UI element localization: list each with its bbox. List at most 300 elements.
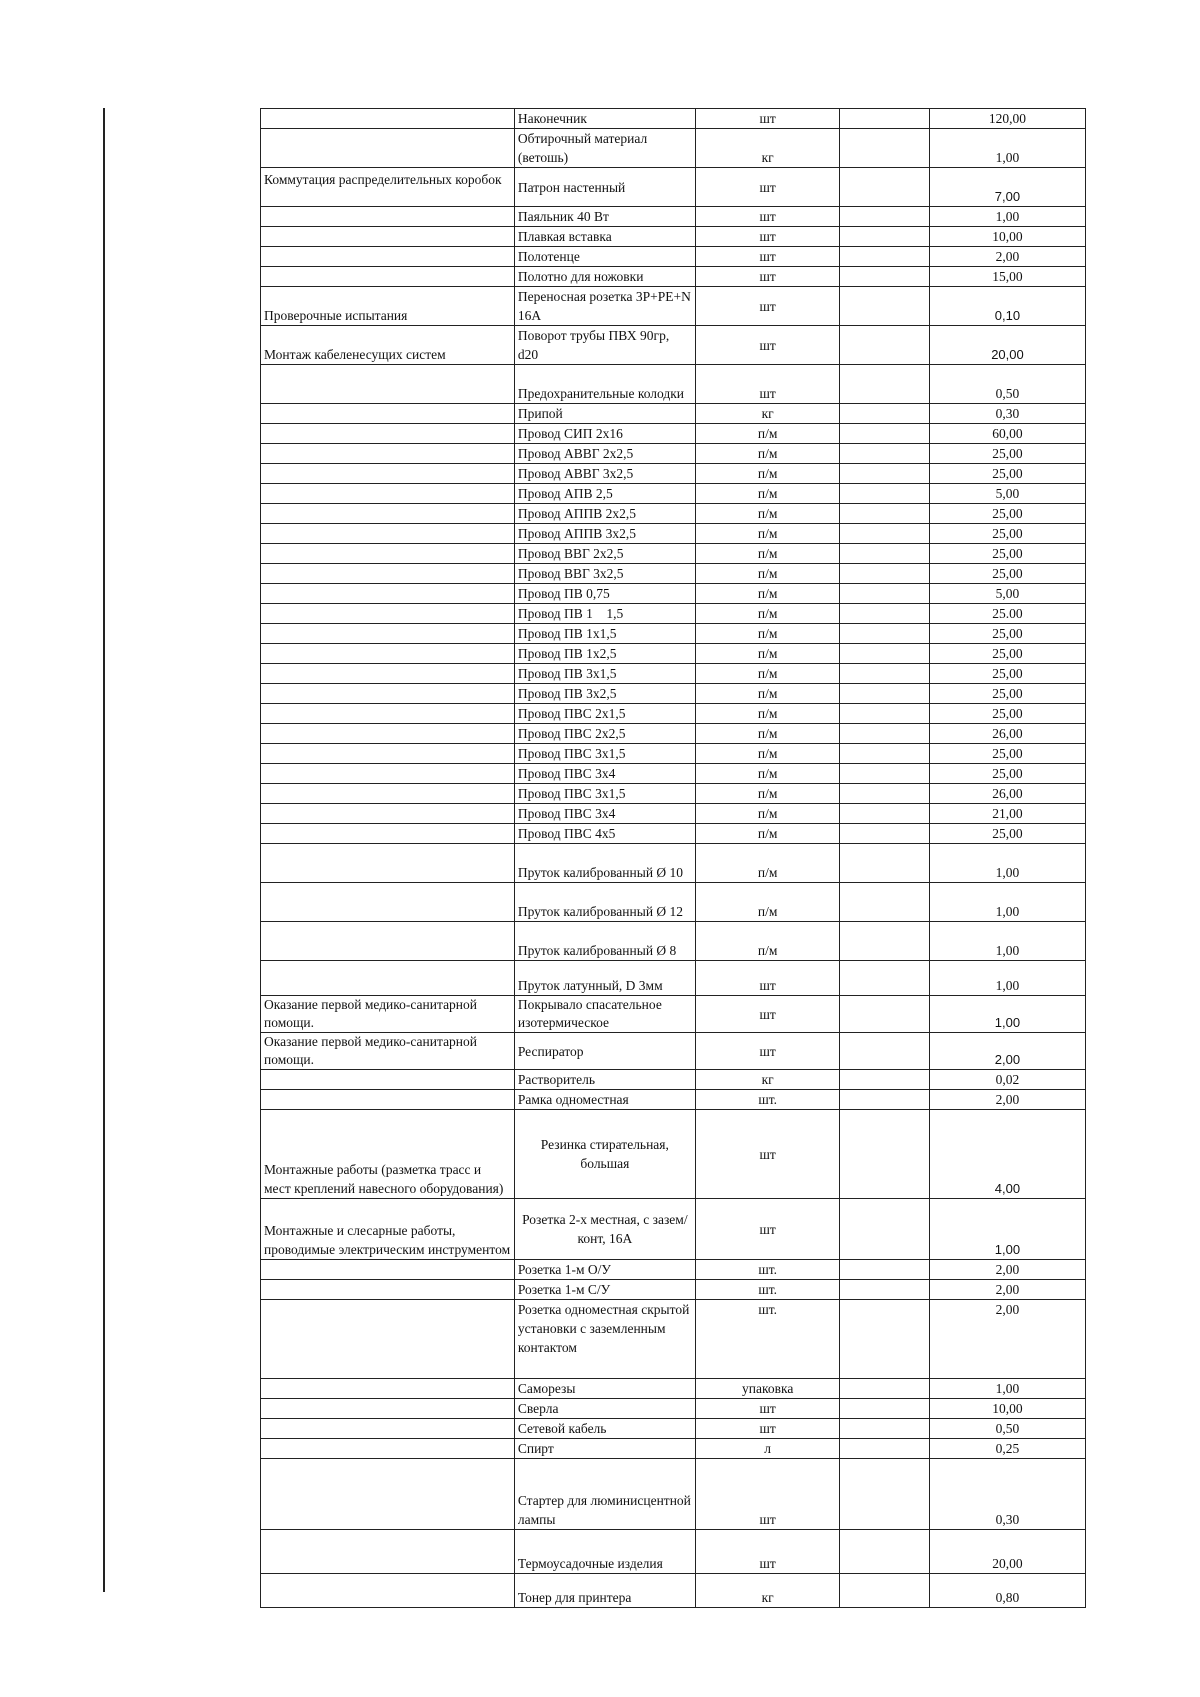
quantity-cell: 25,00 — [929, 764, 1085, 784]
page-margin-rule — [103, 108, 105, 1592]
table-row — [261, 564, 1086, 584]
table-row — [261, 584, 1086, 604]
table-row — [261, 504, 1086, 524]
quantity-cell: 25,00 — [929, 564, 1085, 584]
material-name-cell: Плавкая вставка — [514, 227, 695, 247]
material-name-cell: Провод ВВГ 3х2,5 — [514, 564, 695, 584]
material-name-cell: Полотно для ножовки — [514, 267, 695, 287]
quantity-cell: 10,00 — [929, 227, 1085, 247]
table-row — [261, 883, 1086, 922]
work-type-cell — [261, 1300, 515, 1379]
table-row — [261, 1070, 1086, 1090]
empty-cell — [840, 504, 929, 524]
table-row — [261, 1260, 1086, 1280]
empty-cell — [840, 424, 929, 444]
work-type-cell — [261, 604, 515, 624]
table-row — [261, 464, 1086, 484]
material-name-cell: Предохранительные колодки — [514, 365, 695, 404]
unit-cell: п/м — [695, 922, 840, 961]
empty-cell — [840, 1070, 929, 1090]
material-name-cell: Патрон настенный — [514, 168, 695, 207]
empty-cell — [840, 524, 929, 544]
table-row — [261, 664, 1086, 684]
quantity-cell: 2,00 — [929, 247, 1085, 267]
material-name-cell: Полотенце — [514, 247, 695, 267]
quantity-cell: 5,00 — [929, 484, 1085, 504]
quantity-cell: 0,50 — [929, 365, 1085, 404]
material-name-cell: Провод ПВС 2х2,5 — [514, 724, 695, 744]
quantity-cell: 2,00 — [929, 1280, 1085, 1300]
empty-cell — [840, 784, 929, 804]
table-row — [261, 804, 1086, 824]
table-row — [261, 129, 1086, 168]
unit-cell: шт — [695, 247, 840, 267]
table-row — [261, 287, 1086, 326]
work-type-cell — [261, 564, 515, 584]
empty-cell — [840, 1399, 929, 1419]
work-type-cell — [261, 584, 515, 604]
material-name-cell: Провод ПВС 3х4 — [514, 804, 695, 824]
work-type-cell — [261, 109, 515, 129]
work-type-cell — [261, 644, 515, 664]
material-name-cell: Розетка 2-х местная, с зазем/конт, 16А — [514, 1199, 695, 1260]
work-type-cell — [261, 844, 515, 883]
quantity-cell: 1,00 — [929, 129, 1085, 168]
table-row — [261, 1033, 1086, 1070]
table-row — [261, 824, 1086, 844]
unit-cell: шт. — [695, 1260, 840, 1280]
table-row — [261, 764, 1086, 784]
material-name-cell: Провод ПВС 3х4 — [514, 764, 695, 784]
table-row — [261, 424, 1086, 444]
empty-cell — [840, 996, 929, 1033]
work-type-cell — [261, 684, 515, 704]
unit-cell: шт — [695, 168, 840, 207]
work-type-cell — [261, 404, 515, 424]
work-type-cell — [261, 1090, 515, 1110]
work-type-cell — [261, 504, 515, 524]
material-name-cell: Провод ПВС 3х1,5 — [514, 784, 695, 804]
table-row — [261, 267, 1086, 287]
work-type-cell — [261, 1439, 515, 1459]
work-type-cell — [261, 624, 515, 644]
quantity-cell: 0,50 — [929, 1419, 1085, 1439]
quantity-cell: 25,00 — [929, 824, 1085, 844]
quantity-cell: 0,80 — [929, 1574, 1085, 1608]
empty-cell — [840, 444, 929, 464]
table-row — [261, 326, 1086, 365]
empty-cell — [840, 326, 929, 365]
quantity-cell: 25,00 — [929, 644, 1085, 664]
quantity-cell: 26,00 — [929, 784, 1085, 804]
work-type-cell: Оказание первой медико-санитарной помощи. — [261, 996, 515, 1033]
material-name-cell: Пруток калиброванный Ø 12 — [514, 883, 695, 922]
unit-cell: п/м — [695, 464, 840, 484]
quantity-cell: 25.00 — [929, 604, 1085, 624]
table-row — [261, 524, 1086, 544]
table-row — [261, 704, 1086, 724]
table-row — [261, 744, 1086, 764]
quantity-cell: 25,00 — [929, 684, 1085, 704]
unit-cell: шт — [695, 1419, 840, 1439]
table-row — [261, 1110, 1086, 1199]
unit-cell: п/м — [695, 664, 840, 684]
work-type-cell — [261, 524, 515, 544]
quantity-cell: 120,00 — [929, 109, 1085, 129]
quantity-cell: 0,30 — [929, 404, 1085, 424]
material-name-cell: Растворитель — [514, 1070, 695, 1090]
material-name-cell: Провод СИП 2х16 — [514, 424, 695, 444]
material-name-cell: Резинка стирательная, большая — [514, 1110, 695, 1199]
unit-cell: п/м — [695, 844, 840, 883]
material-name-cell: Саморезы — [514, 1379, 695, 1399]
materials-table — [260, 108, 1086, 1608]
empty-cell — [840, 1530, 929, 1574]
quantity-cell: 25,00 — [929, 544, 1085, 564]
work-type-cell — [261, 724, 515, 744]
material-name-cell: Покрывало спасательное изотермическое — [514, 996, 695, 1033]
empty-cell — [840, 684, 929, 704]
unit-cell: кг — [695, 1070, 840, 1090]
empty-cell — [840, 287, 929, 326]
quantity-cell: 5,00 — [929, 584, 1085, 604]
table-row — [261, 544, 1086, 564]
quantity-cell: 25,00 — [929, 524, 1085, 544]
table-row — [261, 624, 1086, 644]
work-type-cell — [261, 1459, 515, 1530]
material-name-cell: Переносная розетка 3Р+PE+N 16А — [514, 287, 695, 326]
unit-cell: шт — [695, 207, 840, 227]
material-name-cell: Провод ПВ 0,75 — [514, 584, 695, 604]
material-name-cell: Рамка одноместная — [514, 1090, 695, 1110]
work-type-cell — [261, 1530, 515, 1574]
unit-cell: шт — [695, 287, 840, 326]
table-row — [261, 604, 1086, 624]
table-row — [261, 1379, 1086, 1399]
quantity-cell: 0,30 — [929, 1459, 1085, 1530]
empty-cell — [840, 1280, 929, 1300]
empty-cell — [840, 883, 929, 922]
quantity-cell: 10,00 — [929, 1399, 1085, 1419]
unit-cell: п/м — [695, 504, 840, 524]
material-name-cell: Провод ПВ 1х1,5 — [514, 624, 695, 644]
empty-cell — [840, 1459, 929, 1530]
work-type-cell — [261, 883, 515, 922]
empty-cell — [840, 207, 929, 227]
unit-cell: п/м — [695, 644, 840, 664]
material-name-cell: Провод АПВ 2,5 — [514, 484, 695, 504]
empty-cell — [840, 1300, 929, 1379]
quantity-cell: 1,00 — [929, 207, 1085, 227]
table-row — [261, 1399, 1086, 1419]
unit-cell: шт — [695, 365, 840, 404]
table-row — [261, 961, 1086, 996]
material-name-cell: Сетевой кабель — [514, 1419, 695, 1439]
unit-cell: п/м — [695, 764, 840, 784]
work-type-cell — [261, 267, 515, 287]
quantity-cell: 1,00 — [929, 922, 1085, 961]
table-row — [261, 484, 1086, 504]
quantity-cell: 26,00 — [929, 724, 1085, 744]
work-type-cell — [261, 664, 515, 684]
unit-cell: п/м — [695, 883, 840, 922]
material-name-cell: Провод ПВ 3х2,5 — [514, 684, 695, 704]
material-name-cell: Провод ПВ 3х1,5 — [514, 664, 695, 684]
material-name-cell: Провод АППВ 2х2,5 — [514, 504, 695, 524]
table-row — [261, 1280, 1086, 1300]
quantity-cell: 25,00 — [929, 464, 1085, 484]
work-type-cell — [261, 764, 515, 784]
unit-cell: п/м — [695, 604, 840, 624]
unit-cell: шт. — [695, 1280, 840, 1300]
material-name-cell: Провод ПВС 4х5 — [514, 824, 695, 844]
unit-cell: п/м — [695, 484, 840, 504]
empty-cell — [840, 1033, 929, 1070]
quantity-cell: 25,00 — [929, 704, 1085, 724]
material-name-cell: Сверла — [514, 1399, 695, 1419]
table-row — [261, 1530, 1086, 1574]
unit-cell: п/м — [695, 724, 840, 744]
quantity-cell: 0,25 — [929, 1439, 1085, 1459]
empty-cell — [840, 1439, 929, 1459]
work-type-cell — [261, 1280, 515, 1300]
table-row — [261, 784, 1086, 804]
work-type-cell — [261, 207, 515, 227]
work-type-cell — [261, 804, 515, 824]
empty-cell — [840, 584, 929, 604]
empty-cell — [840, 267, 929, 287]
quantity-cell: 7,00 — [929, 168, 1085, 207]
unit-cell: шт — [695, 961, 840, 996]
material-name-cell: Провод ПВ 1 1,5 — [514, 604, 695, 624]
work-type-cell — [261, 129, 515, 168]
empty-cell — [840, 484, 929, 504]
material-name-cell: Спирт — [514, 1439, 695, 1459]
unit-cell: шт — [695, 326, 840, 365]
unit-cell: п/м — [695, 584, 840, 604]
unit-cell: шт — [695, 1459, 840, 1530]
quantity-cell: 25,00 — [929, 624, 1085, 644]
empty-cell — [840, 1260, 929, 1280]
table-row — [261, 996, 1086, 1033]
table-row — [261, 1300, 1086, 1379]
work-type-cell — [261, 464, 515, 484]
table-row — [261, 1459, 1086, 1530]
unit-cell: кг — [695, 1574, 840, 1608]
table-row — [261, 404, 1086, 424]
quantity-cell: 1,00 — [929, 961, 1085, 996]
material-name-cell: Провод АВВГ 2х2,5 — [514, 444, 695, 464]
empty-cell — [840, 129, 929, 168]
quantity-cell: 21,00 — [929, 804, 1085, 824]
unit-cell: п/м — [695, 444, 840, 464]
empty-cell — [840, 724, 929, 744]
unit-cell: кг — [695, 404, 840, 424]
work-type-cell — [261, 1379, 515, 1399]
unit-cell: п/м — [695, 704, 840, 724]
work-type-cell — [261, 922, 515, 961]
empty-cell — [840, 764, 929, 784]
table-row — [261, 922, 1086, 961]
material-name-cell: Провод АВВГ 3х2,5 — [514, 464, 695, 484]
material-name-cell: Стартер для люминисцентной лампы — [514, 1459, 695, 1530]
empty-cell — [840, 961, 929, 996]
work-type-cell — [261, 744, 515, 764]
unit-cell: п/м — [695, 744, 840, 764]
material-name-cell: Термоусадочные изделия — [514, 1530, 695, 1574]
quantity-cell: 2,00 — [929, 1090, 1085, 1110]
empty-cell — [840, 404, 929, 424]
work-type-cell — [261, 1070, 515, 1090]
work-type-cell — [261, 1260, 515, 1280]
quantity-cell: 4,00 — [929, 1110, 1085, 1199]
empty-cell — [840, 1199, 929, 1260]
unit-cell: шт — [695, 109, 840, 129]
table-row — [261, 724, 1086, 744]
material-name-cell: Провод ВВГ 2х2,5 — [514, 544, 695, 564]
work-type-cell — [261, 1419, 515, 1439]
quantity-cell: 1,00 — [929, 844, 1085, 883]
table-row — [261, 247, 1086, 267]
unit-cell: п/м — [695, 784, 840, 804]
unit-cell: шт — [695, 996, 840, 1033]
empty-cell — [840, 1090, 929, 1110]
unit-cell: шт — [695, 1033, 840, 1070]
table-row — [261, 1574, 1086, 1608]
quantity-cell: 1,00 — [929, 1379, 1085, 1399]
table-row — [261, 1199, 1086, 1260]
empty-cell — [840, 664, 929, 684]
quantity-cell: 2,00 — [929, 1260, 1085, 1280]
empty-cell — [840, 844, 929, 883]
quantity-cell: 25,00 — [929, 664, 1085, 684]
unit-cell: шт — [695, 1110, 840, 1199]
empty-cell — [840, 744, 929, 764]
material-name-cell: Пруток калиброванный Ø 8 — [514, 922, 695, 961]
material-name-cell: Припой — [514, 404, 695, 424]
quantity-cell: 20,00 — [929, 1530, 1085, 1574]
table-row — [261, 365, 1086, 404]
material-name-cell: Провод ПВС 2х1,5 — [514, 704, 695, 724]
work-type-cell: Проверочные испытания — [261, 287, 515, 326]
empty-cell — [840, 365, 929, 404]
work-type-cell — [261, 704, 515, 724]
quantity-cell: 25,00 — [929, 504, 1085, 524]
unit-cell: шт — [695, 1399, 840, 1419]
material-name-cell: Пруток латунный, D 3мм — [514, 961, 695, 996]
unit-cell: шт — [695, 227, 840, 247]
unit-cell: п/м — [695, 524, 840, 544]
unit-cell: п/м — [695, 564, 840, 584]
empty-cell — [840, 464, 929, 484]
material-name-cell: Провод ПВ 1х2,5 — [514, 644, 695, 664]
work-type-cell — [261, 544, 515, 564]
quantity-cell: 60,00 — [929, 424, 1085, 444]
unit-cell: п/м — [695, 544, 840, 564]
material-name-cell: Поворот трубы ПВХ 90гр, d20 — [514, 326, 695, 365]
empty-cell — [840, 227, 929, 247]
material-name-cell: Тонер для принтера — [514, 1574, 695, 1608]
unit-cell: п/м — [695, 424, 840, 444]
work-type-cell: Монтажные и слесарные работы, проводимые электрическим инструментом — [261, 1199, 515, 1260]
unit-cell: шт — [695, 1530, 840, 1574]
unit-cell: шт — [695, 1199, 840, 1260]
unit-cell: п/м — [695, 804, 840, 824]
table-row — [261, 1090, 1086, 1110]
material-name-cell: Провод АППВ 3х2,5 — [514, 524, 695, 544]
material-name-cell: Розетка 1-м С/У — [514, 1280, 695, 1300]
work-type-cell — [261, 961, 515, 996]
empty-cell — [840, 804, 929, 824]
work-type-cell — [261, 424, 515, 444]
quantity-cell: 0,02 — [929, 1070, 1085, 1090]
empty-cell — [840, 824, 929, 844]
quantity-cell: 15,00 — [929, 267, 1085, 287]
empty-cell — [840, 704, 929, 724]
empty-cell — [840, 1419, 929, 1439]
unit-cell: шт. — [695, 1090, 840, 1110]
material-name-cell: Пруток калиброванный Ø 10 — [514, 844, 695, 883]
unit-cell: п/м — [695, 624, 840, 644]
table-row — [261, 844, 1086, 883]
work-type-cell: Монтажные работы (разметка трасс и мест креплений навесного оборудования) — [261, 1110, 515, 1199]
empty-cell — [840, 564, 929, 584]
work-type-cell: Монтаж кабеленесущих систем — [261, 326, 515, 365]
empty-cell — [840, 544, 929, 564]
empty-cell — [840, 247, 929, 267]
unit-cell: л — [695, 1439, 840, 1459]
quantity-cell: 2,00 — [929, 1033, 1085, 1070]
material-name-cell: Обтирочный материал (ветошь) — [514, 129, 695, 168]
work-type-cell — [261, 484, 515, 504]
table-row — [261, 684, 1086, 704]
table-row — [261, 227, 1086, 247]
work-type-cell — [261, 1574, 515, 1608]
material-name-cell: Наконечник — [514, 109, 695, 129]
work-type-cell — [261, 365, 515, 404]
material-name-cell: Паяльник 40 Вт — [514, 207, 695, 227]
quantity-cell: 1,00 — [929, 996, 1085, 1033]
unit-cell: кг — [695, 129, 840, 168]
material-name-cell: Респиратор — [514, 1033, 695, 1070]
work-type-cell: Оказание первой медико-санитарной помощи. — [261, 1033, 515, 1070]
empty-cell — [840, 624, 929, 644]
quantity-cell: 25,00 — [929, 444, 1085, 464]
table-row — [261, 109, 1086, 129]
table-row — [261, 444, 1086, 464]
empty-cell — [840, 1379, 929, 1399]
work-type-cell — [261, 444, 515, 464]
table-row — [261, 207, 1086, 227]
empty-cell — [840, 1574, 929, 1608]
empty-cell — [840, 644, 929, 664]
quantity-cell: 0,10 — [929, 287, 1085, 326]
material-name-cell: Розетка одноместная скрытой установки с заземленным контактом — [514, 1300, 695, 1379]
table-row — [261, 1419, 1086, 1439]
unit-cell: п/м — [695, 684, 840, 704]
work-type-cell — [261, 824, 515, 844]
table-row — [261, 1439, 1086, 1459]
work-type-cell: Коммутация распределительных коробок — [261, 168, 515, 207]
material-name-cell: Провод ПВС 3х1,5 — [514, 744, 695, 764]
empty-cell — [840, 109, 929, 129]
unit-cell: шт. — [695, 1300, 840, 1379]
unit-cell: шт — [695, 267, 840, 287]
work-type-cell — [261, 247, 515, 267]
quantity-cell: 2,00 — [929, 1300, 1085, 1379]
quantity-cell: 1,00 — [929, 1199, 1085, 1260]
material-name-cell: Розетка 1-м О/У — [514, 1260, 695, 1280]
